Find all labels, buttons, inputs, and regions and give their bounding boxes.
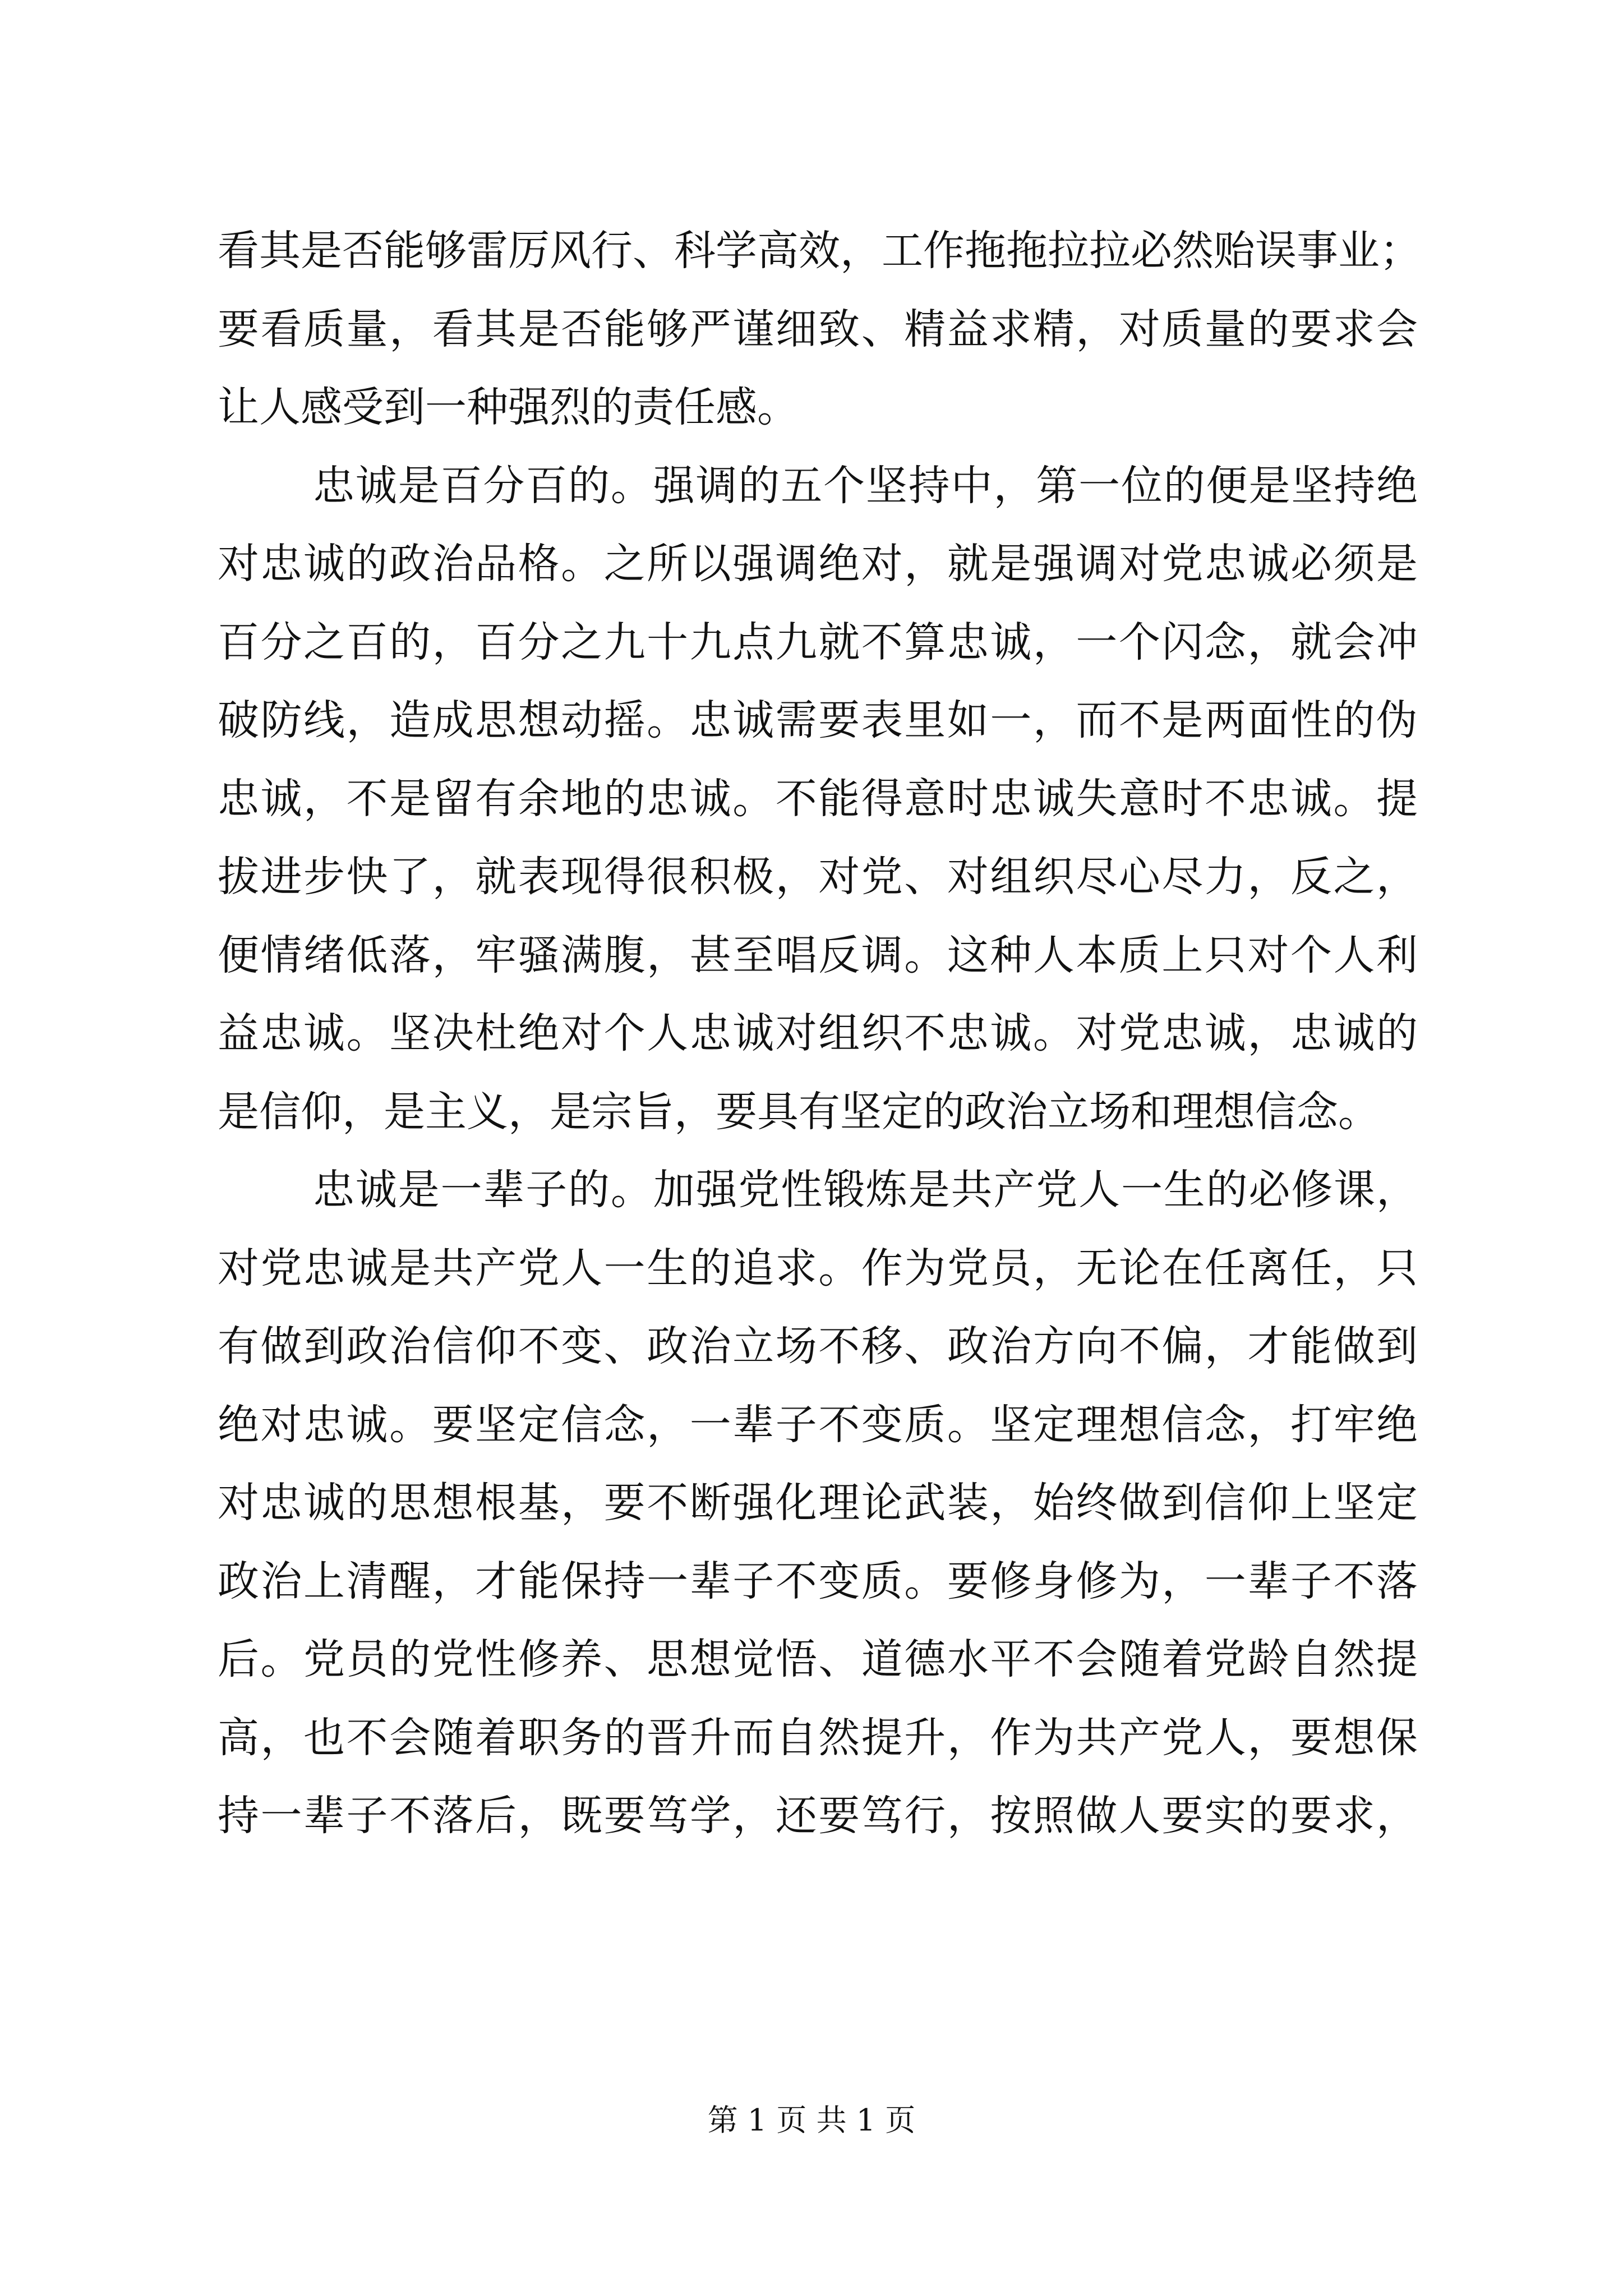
text-line: 百分之百的，百分之九十九点九就不算忠诚，一个闪念，就会冲 <box>218 618 1418 666</box>
text-line: 益忠诚。坚决杜绝对个人忠诚对组织不忠诚。对党忠诚，忠诚的 <box>218 1009 1418 1057</box>
text-line: 后。党员的党性修养、思想觉悟、道德水平不会随着党龄自然提 <box>218 1635 1418 1683</box>
text-line: 对党忠诚是共产党人一生的追求。作为党员，无论在任离任，只 <box>218 1244 1418 1292</box>
text-line: 持一辈子不落后，既要笃学，还要笃行，按照做人要实的要求， <box>218 1792 1418 1840</box>
text-line: 要看质量，看其是否能够严谨细致、精益求精，对质量的要求会 <box>218 305 1418 353</box>
text-line: 对忠诚的政治品格。之所以强调绝对，就是强调对党忠诚必须是 <box>218 540 1418 588</box>
text-line: 便情绪低落，牢骚满腹，甚至唱反调。这种人本质上只对个人利 <box>218 931 1418 979</box>
text-line: 对忠诚的思想根基，要不断强化理论武装，始终做到信仰上坚定 <box>218 1479 1418 1527</box>
text-line: 看其是否能够雷厉风行、科学高效，工作拖拖拉拉必然贻误事业； <box>218 227 1421 275</box>
text-line: 忠诚是百分百的。强调的五个坚持中，第一位的便是坚持绝 <box>313 461 1418 510</box>
text-line: 忠诚是一辈子的。加强党性锻炼是共产党人一生的必修课， <box>313 1166 1418 1214</box>
text-line: 拔进步快了，就表现得很积极，对党、对组织尽心尽力，反之， <box>218 853 1418 901</box>
text-line: 破防线，造成思想动摇。忠诚需要表里如一，而不是两面性的伪 <box>218 696 1418 744</box>
page-footer: 第 1 页 共 1 页 <box>707 2102 916 2138</box>
text-line: 绝对忠诚。要坚定信念，一辈子不变质。坚定理想信念，打牢绝 <box>218 1400 1418 1449</box>
text-line: 有做到政治信仰不变、政治立场不移、政治方向不偏，才能做到 <box>218 1322 1418 1370</box>
text-line: 让人感受到一种强烈的责任感。 <box>218 383 799 431</box>
text-line: 政治上清醒，才能保持一辈子不变质。要修身修为，一辈子不落 <box>218 1557 1418 1605</box>
text-line: 高，也不会随着职务的晋升而自然提升，作为共产党人，要想保 <box>218 1713 1418 1762</box>
text-line: 忠诚，不是留有余地的忠诚。不能得意时忠诚失意时不忠诚。提 <box>218 774 1418 823</box>
text-line: 是信仰，是主义，是宗旨，要具有坚定的政治立场和理想信念。 <box>218 1087 1380 1136</box>
document-body <box>218 212 1421 1856</box>
